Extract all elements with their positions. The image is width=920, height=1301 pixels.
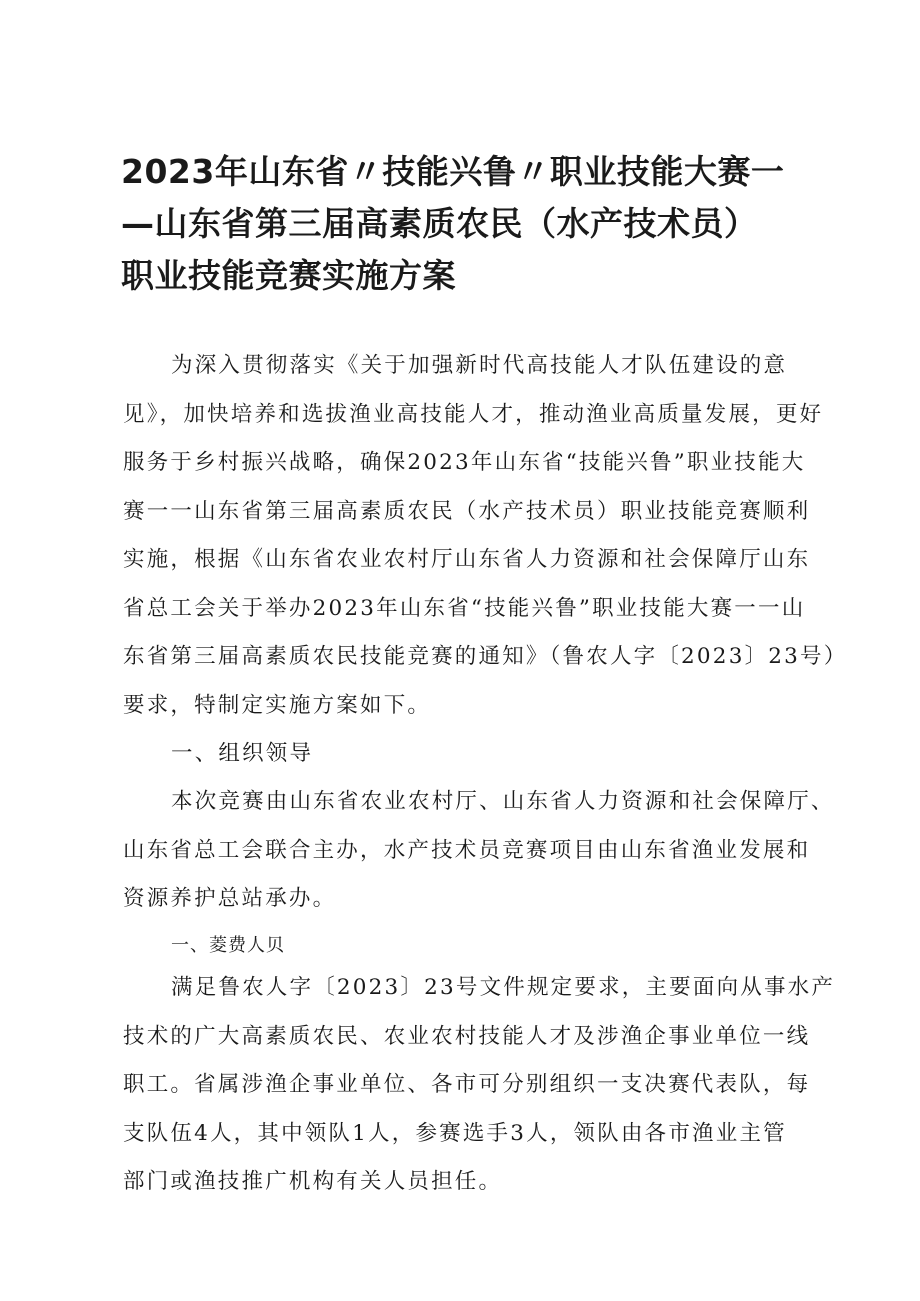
section-paragraph-organization — [123, 778, 835, 924]
section-heading: 一、组织领导 — [171, 741, 314, 766]
paragraph-line: 为深入贯彻落实《关于加强新时代高技能人才队伍建设的意 — [171, 353, 788, 378]
paragraph-line: 山东省总工会联合主办，水产技术员竞赛项目由山东省渔业发展和 — [123, 837, 811, 863]
section-heading-organization — [123, 730, 803, 779]
paragraph-line: 满足鲁农人字〔2023〕23号文件规定要求，主要面向从事水产 — [171, 975, 836, 1000]
section-heading: 一、菱费人贝 — [171, 935, 285, 956]
document-title — [121, 146, 821, 302]
paragraph-line: 东省第三届高素质农民技能竞赛的通知》（鲁农人字〔2023〕23号） — [123, 644, 848, 669]
title-line: 2023年山东省〃技能兴鲁〃职业技能大赛一 — [121, 152, 785, 191]
paragraph-line: 职工。省属涉渔企事业单位、各市可分别组织一支决赛代表队，每 — [123, 1072, 811, 1097]
paragraph-line: 支队伍4人，其中领队1人，参赛选手3人，领队由各市渔业主管 — [123, 1120, 787, 1146]
paragraph-line: 资源养护总站承办。 — [123, 886, 337, 911]
title-line: 职业技能竞赛实施方案 — [121, 256, 456, 295]
intro-paragraph — [123, 342, 848, 730]
paragraph-line: 省总工会关于举办2023年山东省“技能兴鲁”职业技能大赛一一山 — [123, 595, 806, 621]
paragraph-line: 见》，加快培养和选拔渔业高技能人才，推动渔业高质量发展，更好 — [123, 401, 824, 427]
section-paragraph-participants — [123, 964, 836, 1207]
paragraph-line: 赛一一山东省第三届高素质农民（水产技术员）职业技能竞赛顺利 — [123, 498, 811, 524]
title-line: —山东省第三届高素质农民（水产技术员） — [121, 204, 758, 243]
paragraph-line: 本次竞赛由山东省农业农村厅、山东省人力资源和社会保障厅、 — [171, 789, 835, 814]
paragraph-line: 服务于乡村振兴战略，确保2023年山东省“技能兴鲁”职业技能大 — [123, 450, 806, 475]
paragraph-line: 实施，根据《山东省农业农村厅山东省人力资源和社会保障厅山东 — [123, 547, 811, 572]
paragraph-line: 要求，特制定实施方案如下。 — [123, 692, 432, 718]
paragraph-line: 部门或渔技推广机构有关人员担任。 — [123, 1169, 503, 1194]
paragraph-line: 技术的广大高素质农民、农业农村技能人才及涉渔企事业单位一线 — [123, 1023, 811, 1049]
